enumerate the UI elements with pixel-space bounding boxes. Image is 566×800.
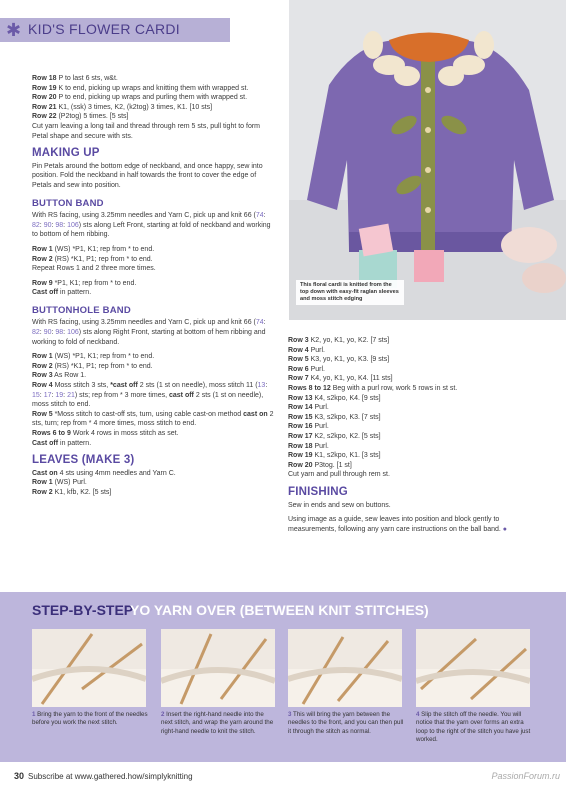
end-mark-icon: ● (502, 525, 508, 533)
pattern-row: Row 15 K3, s2kpo, K3. [7 sts] (288, 413, 381, 421)
step-1-text: 1 Bring the yarn to the front of the needles before you work the next stitch. (32, 711, 148, 727)
step-4-text: 4 Slip the stitch off the needle. You will notice that the yarn over forms an extra loop to the right of the stitch you have just worked. (416, 711, 531, 744)
pattern-row: Cut yarn leaving a long tail and thread through rem 5 sts, pull tight to form Petal shape and secure with sts. (32, 122, 261, 140)
pattern-row: Row 22 (P2tog) 5 times. [5 sts] (32, 113, 129, 121)
right-column (288, 336, 538, 534)
knitting-needles-illustration (416, 629, 530, 707)
section-title: KID'S FLOWER CARDI (28, 21, 180, 37)
knitting-needles-illustration (161, 629, 275, 707)
step-3-text: 3 This will bring the yarn between the needles to the front, and you can then pull it through the stitch as normal. (288, 711, 404, 735)
pattern-row: Row 6 Purl. (288, 365, 325, 373)
knitting-needles-illustration (288, 629, 402, 707)
pattern-row: Row 17 K2, s2kpo, K2. [5 sts] (288, 432, 381, 440)
cardigan-photo (289, 0, 566, 320)
pattern-row: Row 14 Purl. (288, 404, 329, 412)
pattern-row: Row 2 K1, kfb, K2. [5 sts] (32, 488, 112, 496)
buttonhole-band-intro: With RS facing, using 3.25mm needles and Yarn C, pick up and knit 66 (74: 82: 90: 98: 106) sts along Right Front, starting at bottom of hem ribbing and working to fold of neckband. (32, 319, 266, 346)
pattern-row: Row 2 (RS) *K1, P1; rep from * to end. (32, 362, 153, 370)
leaves-heading: LEAVES (MAKE 3) (32, 454, 135, 467)
petal-rows (32, 74, 276, 141)
pattern-row: Row 1 (WS) Purl. (32, 479, 87, 487)
finishing-heading: FINISHING (288, 485, 348, 498)
finishing-text-2: Using image as a guide, sew leaves into position and block gently to measurements, following any yarn care instructions on the ball band. ● (288, 516, 508, 533)
section-header (0, 18, 230, 42)
step-by-step-panel (0, 592, 566, 762)
watermark: PassionForum.ru (491, 771, 560, 781)
making-up-heading: MAKING UP (32, 147, 100, 160)
button-band-intro: With RS facing, using 3.25mm needles and Yarn C, pick up and knit 66 (74: 82: 90: 98: 106) sts along Left Front, starting at fold of neckband and working to bottom of hem ribbing. (32, 212, 271, 239)
page-footer (14, 771, 193, 781)
pattern-row: Cast off in pattern. (32, 439, 92, 447)
pattern-row: Row 7 K4, yo, K1, yo, K4. [11 sts] (288, 375, 393, 383)
step-4-photo (416, 629, 530, 707)
page-number: 30 (14, 771, 25, 781)
button-band-heading: BUTTON BAND (32, 197, 104, 209)
step-1-photo (32, 629, 146, 707)
pattern-row: Row 4 Moss stitch 3 sts, *cast off 2 sts (1 st on needle), moss stitch 11 (13: 15: 17: 19: 21) sts; rep from * 3 more times, cast off 2 sts (1 st on needle), moss stitch to end. (32, 382, 268, 409)
pattern-row: Row 2 (RS) *K1, P1; rep from * to end. (32, 255, 153, 263)
pattern-row: Row 1 (WS) *P1, K1; rep from * to end. (32, 353, 155, 361)
pattern-row: Cast on 4 sts using 4mm needles and Yarn C. (32, 469, 176, 477)
pattern-row: Row 18 P to last 6 sts, w&t. (32, 75, 118, 82)
pattern-row: Row 19 K to end, picking up wraps and knitting them with wrapped st. (32, 84, 249, 92)
pattern-row: Row 3 As Row 1. (32, 372, 87, 380)
step-2-photo (161, 629, 275, 707)
pattern-row: Rows 8 to 12 Beg with a purl row, work 5 rows in st st. (288, 384, 458, 392)
flower-icon: ✱ (6, 20, 22, 40)
pattern-row: Row 9 *P1, K1; rep from * to end. (32, 279, 137, 287)
pattern-row: Row 19 K1, s2kpo, K1. [3 sts] (288, 452, 381, 460)
pattern-row: Row 20 P3tog. [1 st] (288, 461, 352, 469)
pattern-row: Row 5 K3, yo, K1, yo, K3. [9 sts] (288, 356, 390, 364)
pattern-row: Row 16 Purl. (288, 423, 329, 431)
pattern-row: Row 13 K4, s2kpo, K4. [9 sts] (288, 394, 381, 402)
pattern-row: Cut yarn and pull through rem st. (288, 471, 390, 479)
buttonhole-band-heading: BUTTONHOLE BAND (32, 304, 131, 316)
pattern-row: Row 21 K1, (ssk) 3 times, K2, (k2tog) 3 times, K1. [10 sts] (32, 103, 213, 111)
knitting-needles-illustration (32, 629, 146, 707)
pattern-row: Cast off in pattern. (32, 289, 92, 297)
subscribe-link[interactable]: Subscribe at www.gathered.how/simplyknitting (28, 772, 193, 781)
step-by-step-label: STEP-BY-STEP (32, 602, 134, 618)
pattern-row: Repeat Rows 1 and 2 three more times. (32, 265, 156, 273)
pattern-row: Row 5 *Moss stitch to cast-off sts, turn, using cable cast-on method cast on 2 sts, turn; rep from * 4 more times, moss stitch to end. (32, 410, 274, 428)
step-2-text: 2 Insert the right-hand needle into the next stitch, and wrap the yarn around the right-hand needle to knit the stitch. (161, 711, 274, 735)
pattern-row: Row 18 Purl. (288, 442, 329, 450)
left-column (32, 74, 276, 498)
finishing-text-1: Sew in ends and sew on buttons. (288, 501, 391, 509)
pattern-row: Row 1 (WS) *P1, K1; rep from * to end. (32, 245, 155, 253)
pattern-row: Row 3 K2, yo, K1, yo, K2. [7 sts] (288, 337, 390, 344)
photo-caption: This floral cardi is knitted from the top down with easy-fit raglan sleeves and moss stitch edging (296, 280, 404, 305)
making-up-text: Pin Petals around the bottom edge of neckband, and once happy, sew into position. Fold the neckband in half towards the front to cover the edge of Petals and sew into position. (32, 162, 263, 189)
step-by-step-title: YO YARN OVER (BETWEEN KNIT STITCHES) (130, 602, 429, 618)
pattern-row: Row 4 Purl. (288, 346, 325, 354)
pattern-row: Rows 6 to 9 Work 4 rows in moss stitch as set. (32, 430, 179, 437)
step-3-photo (288, 629, 402, 707)
cardigan-illustration (289, 0, 566, 320)
pattern-row: Row 20 P to end, picking up wraps and purling them with wrapped st. (32, 94, 248, 102)
